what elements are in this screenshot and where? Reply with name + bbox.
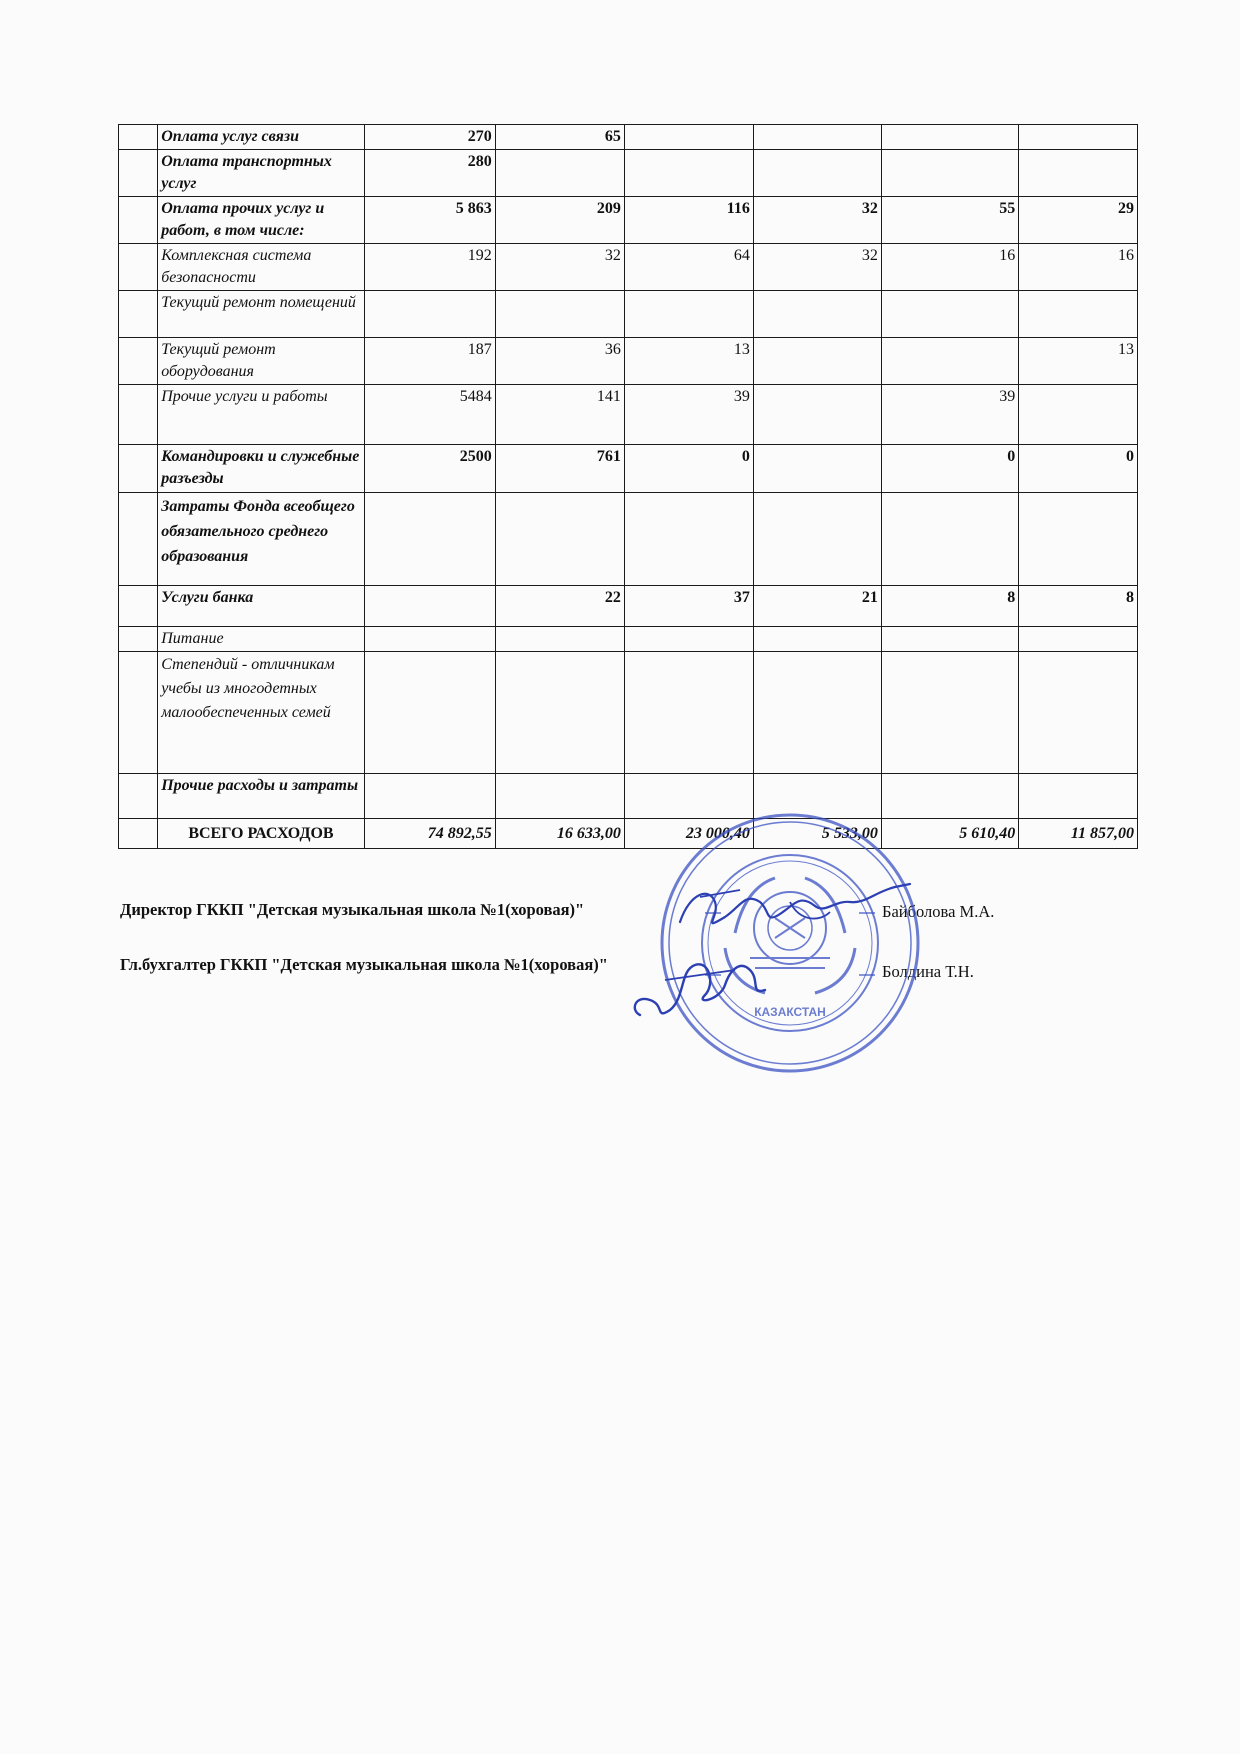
row-name-cell: Оплата услуг связи — [158, 125, 364, 150]
row-index-cell — [119, 197, 158, 244]
row-value-cell — [753, 125, 881, 150]
row-value-cell: 21 — [753, 586, 881, 627]
row-value-cell: 13 — [624, 338, 753, 385]
row-value-cell — [881, 291, 1018, 338]
row-value-cell — [1019, 774, 1138, 819]
row-value-cell — [364, 493, 495, 586]
row-value-cell — [881, 125, 1018, 150]
row-value-cell — [881, 493, 1018, 586]
row-value-cell — [881, 150, 1018, 197]
table-row — [119, 291, 1138, 338]
row-value-cell: 280 — [364, 150, 495, 197]
row-name-cell: Командировки и служебные разъезды — [158, 445, 364, 493]
row-value-cell: 141 — [495, 385, 624, 445]
row-value-cell — [624, 125, 753, 150]
row-index-cell — [119, 652, 158, 774]
row-value-cell: 22 — [495, 586, 624, 627]
row-value-cell — [753, 652, 881, 774]
row-value-cell — [624, 291, 753, 338]
accountant-name: Болдина Т.Н. — [882, 962, 974, 981]
total-row — [119, 819, 1138, 849]
row-name-cell: Услуги банка — [158, 586, 364, 627]
row-index-cell — [119, 445, 158, 493]
row-value-cell — [495, 291, 624, 338]
row-value-cell — [1019, 150, 1138, 197]
row-value-cell — [364, 291, 495, 338]
row-value-cell — [1019, 385, 1138, 445]
row-value-cell — [753, 385, 881, 445]
row-value-cell — [495, 627, 624, 652]
row-value-cell: 36 — [495, 338, 624, 385]
row-value-cell — [364, 627, 495, 652]
row-value-cell — [624, 627, 753, 652]
row-value-cell — [624, 774, 753, 819]
row-index-cell — [119, 819, 158, 849]
row-index-cell — [119, 385, 158, 445]
row-value-cell: 270 — [364, 125, 495, 150]
row-value-cell — [753, 493, 881, 586]
table-row — [119, 244, 1138, 291]
row-value-cell: 16 — [881, 244, 1018, 291]
row-name-cell: Оплата транспортных услуг — [158, 150, 364, 197]
row-name-cell: Степендий - отличникам учебы из многодетных малообеспеченных семей — [158, 652, 364, 774]
row-value-cell — [624, 150, 753, 197]
row-value-cell — [624, 652, 753, 774]
accountant-title: Гл.бухгалтер ГККП "Детская музыкальная школа №1(хоровая)" — [120, 955, 608, 974]
row-value-cell: 32 — [753, 244, 881, 291]
row-value-cell: 2500 — [364, 445, 495, 493]
row-value-cell: 0 — [624, 445, 753, 493]
row-name-cell: Прочие услуги и работы — [158, 385, 364, 445]
row-value-cell — [753, 338, 881, 385]
row-index-cell — [119, 774, 158, 819]
row-value-cell — [881, 652, 1018, 774]
table-row — [119, 652, 1138, 774]
director-name: Байболова М.А. — [882, 902, 995, 921]
row-value-cell — [753, 291, 881, 338]
table-row — [119, 627, 1138, 652]
table-row — [119, 493, 1138, 586]
row-value-cell — [753, 445, 881, 493]
row-value-cell: 55 — [881, 197, 1018, 244]
row-value-cell: 8 — [881, 586, 1018, 627]
row-value-cell: 65 — [495, 125, 624, 150]
row-value-cell: 192 — [364, 244, 495, 291]
row-name-cell: Комплексная система безопасности — [158, 244, 364, 291]
row-index-cell — [119, 493, 158, 586]
row-value-cell: 8 — [1019, 586, 1138, 627]
row-value-cell — [1019, 627, 1138, 652]
total-value-cell: 5 533,00 — [753, 819, 881, 849]
row-value-cell — [881, 338, 1018, 385]
row-index-cell — [119, 150, 158, 197]
row-value-cell — [1019, 652, 1138, 774]
row-value-cell — [881, 627, 1018, 652]
table-row — [119, 445, 1138, 493]
row-index-cell — [119, 125, 158, 150]
row-value-cell — [364, 774, 495, 819]
row-value-cell: 32 — [753, 197, 881, 244]
row-value-cell: 5484 — [364, 385, 495, 445]
table-row — [119, 774, 1138, 819]
table-row — [119, 385, 1138, 445]
row-value-cell — [753, 150, 881, 197]
row-index-cell — [119, 338, 158, 385]
row-index-cell — [119, 627, 158, 652]
row-value-cell — [1019, 291, 1138, 338]
total-value-cell: 5 610,40 — [881, 819, 1018, 849]
row-value-cell — [881, 774, 1018, 819]
row-value-cell — [1019, 125, 1138, 150]
row-value-cell — [495, 774, 624, 819]
row-value-cell: 13 — [1019, 338, 1138, 385]
row-value-cell: 16 — [1019, 244, 1138, 291]
row-value-cell: 39 — [624, 385, 753, 445]
row-name-cell: Питание — [158, 627, 364, 652]
expense-table — [118, 124, 1138, 849]
table-row — [119, 150, 1138, 197]
stamp-text: КАЗАКСТАН — [754, 1005, 826, 1019]
row-value-cell: 5 863 — [364, 197, 495, 244]
total-value-cell: 23 000,40 — [624, 819, 753, 849]
row-value-cell: 761 — [495, 445, 624, 493]
table-row — [119, 197, 1138, 244]
row-name-cell: Прочие расходы и затраты — [158, 774, 364, 819]
row-index-cell — [119, 291, 158, 338]
row-value-cell: 64 — [624, 244, 753, 291]
row-value-cell — [364, 586, 495, 627]
row-value-cell: 187 — [364, 338, 495, 385]
row-value-cell: 37 — [624, 586, 753, 627]
table-row — [119, 125, 1138, 150]
row-value-cell: 0 — [881, 445, 1018, 493]
table-row — [119, 586, 1138, 627]
total-label: ВСЕГО РАСХОДОВ — [158, 819, 364, 849]
row-index-cell — [119, 244, 158, 291]
row-name-cell: Затраты Фонда всеобщего обязательного среднего образования — [158, 493, 364, 586]
row-value-cell: 32 — [495, 244, 624, 291]
row-name-cell: Текущий ремонт помещений — [158, 291, 364, 338]
total-value-cell: 16 633,00 — [495, 819, 624, 849]
row-value-cell — [1019, 493, 1138, 586]
accountant-signature-icon — [625, 940, 775, 1030]
total-value-cell: 74 892,55 — [364, 819, 495, 849]
total-value-cell: 11 857,00 — [1019, 819, 1138, 849]
row-value-cell — [624, 493, 753, 586]
row-value-cell: 116 — [624, 197, 753, 244]
director-title: Директор ГККП "Детская музыкальная школа №1(хоровая)" — [120, 900, 585, 919]
row-value-cell — [495, 652, 624, 774]
table-row — [119, 338, 1138, 385]
row-value-cell — [753, 774, 881, 819]
row-value-cell: 0 — [1019, 445, 1138, 493]
row-name-cell: Оплата прочих услуг и работ, в том числе: — [158, 197, 364, 244]
row-value-cell — [364, 652, 495, 774]
row-index-cell — [119, 586, 158, 627]
row-value-cell — [753, 627, 881, 652]
row-value-cell: 209 — [495, 197, 624, 244]
row-value-cell — [495, 493, 624, 586]
row-value-cell: 39 — [881, 385, 1018, 445]
row-name-cell: Текущий ремонт оборудования — [158, 338, 364, 385]
row-value-cell — [495, 150, 624, 197]
row-value-cell: 29 — [1019, 197, 1138, 244]
